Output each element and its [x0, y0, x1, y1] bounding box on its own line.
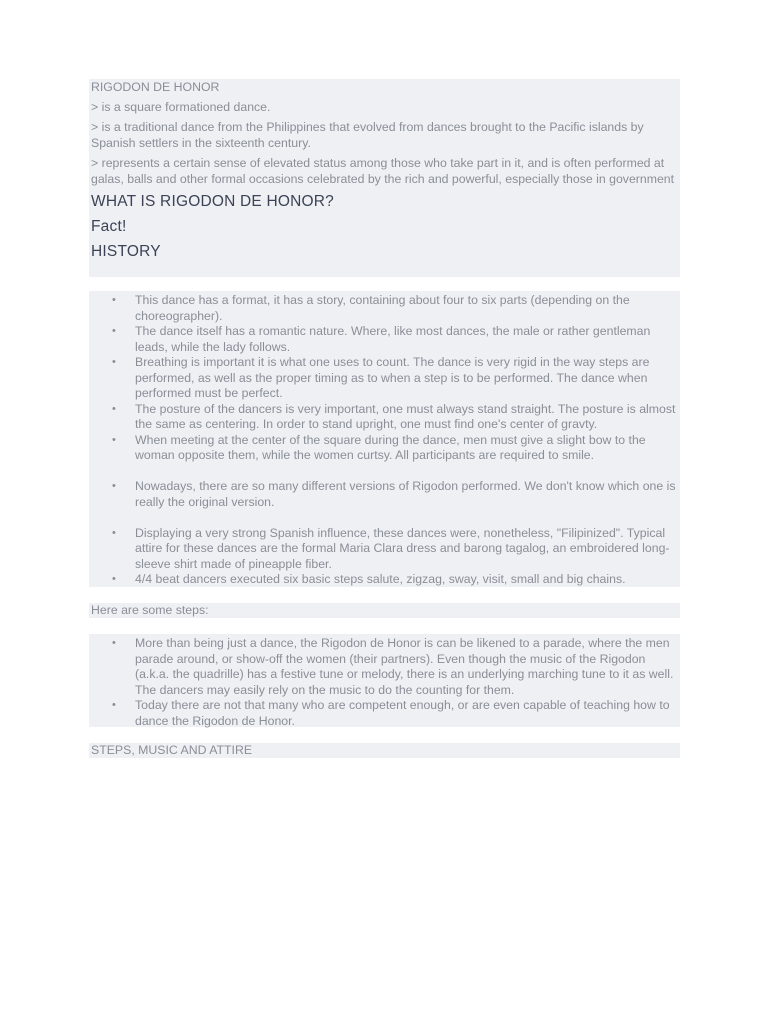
list-item: • The dance itself has a romantic nature. Where, like most dances, the male or rather gentleman leads, while the lady follows. — [112, 324, 651, 354]
bullet-icon: • — [112, 294, 116, 306]
list-item: • 4/4 beat dancers executed six basic steps salute, zigzag, sway, visit, small and big chains. — [112, 572, 626, 586]
bullet-icon: • — [112, 356, 116, 368]
heading-what-is: WHAT IS RIGODON DE HONOR? — [91, 193, 334, 210]
bullet-icon: • — [112, 325, 116, 337]
bullet-icon: • — [112, 637, 116, 649]
list-item: • More than being just a dance, the Rigodon de Honor is can be likened to a parade, where the men parade around, or show-off the women (their partners). Even though the music of the Rigodon (a.k.a. the quadrille) has a festive tune or melody, there is an underlying marching tune to it as well. The dancers may easily rely on the music to do the counting for them. — [112, 636, 674, 697]
facts-section — [89, 291, 680, 587]
heading-history: HISTORY — [91, 243, 161, 260]
intro-line-3: > represents a certain sense of elevated status among those who take part in it, and is often performed at galas, balls and other formal occasions celebrated by the rich and powerful, especially those in government — [91, 156, 675, 186]
footer-heading: STEPS, MUSIC AND ATTIRE — [91, 743, 253, 757]
intro-line-2: > is a traditional dance from the Philippines that evolved from dances brought to the Pacific islands by Spanish settlers in the sixteenth century. — [91, 120, 644, 150]
bullet-icon: • — [112, 433, 116, 446]
list-item: • When meeting at the center of the square during the dance, men must give a slight bow to the woman opposite them, while the women curtsy. All participants are required to smile. — [112, 432, 646, 462]
bullet-icon: • — [112, 699, 116, 711]
steps-heading: Here are some steps: — [91, 603, 209, 617]
intro-line-1: > is a square formationed dance. — [91, 100, 271, 114]
bullet-icon: • — [112, 526, 116, 539]
heading-fact: Fact! — [91, 218, 127, 235]
facts-list — [89, 291, 680, 588]
footer-heading-block — [89, 743, 680, 758]
steps-section — [89, 634, 680, 727]
bullet-icon: • — [112, 402, 116, 415]
list-item: • Today there are not that many who are competent enough, or are even capable of teaching how to dance the Rigodon de Honor. — [112, 698, 670, 728]
list-item: • The posture of the dancers is very important, one must always stand straight. The posture is almost the same as centering. In order to stand upright, one must find one's center of gravty. — [112, 401, 676, 431]
list-item: • Nowadays, there are so many different versions of Rigodon performed. We don't know which one is really the original version. — [112, 479, 676, 509]
bullet-icon: • — [112, 480, 116, 492]
bullet-icon: • — [112, 573, 116, 585]
list-item: • This dance has a format, it has a story, containing about four to six parts (depending on the choreographer). — [112, 293, 630, 323]
steps-list — [89, 634, 680, 729]
list-item: • Displaying a very strong Spanish influence, these dances were, nonetheless, "Filipinized". Typical attire for these dances are the formal Maria Clara dress and barong tagalog, an embroidered long-sleeve shirt made of pineapple fiber. — [112, 525, 670, 571]
steps-heading-block — [89, 603, 680, 618]
intro-section — [89, 79, 680, 277]
list-item: • Breathing is important it is what one uses to count. The dance is very rigid in the way steps are performed, as well as the proper timing as to when a step is to be performed. The dance when performed must be perfect. — [112, 355, 650, 400]
doc-title: RIGODON DE HONOR — [91, 80, 220, 94]
